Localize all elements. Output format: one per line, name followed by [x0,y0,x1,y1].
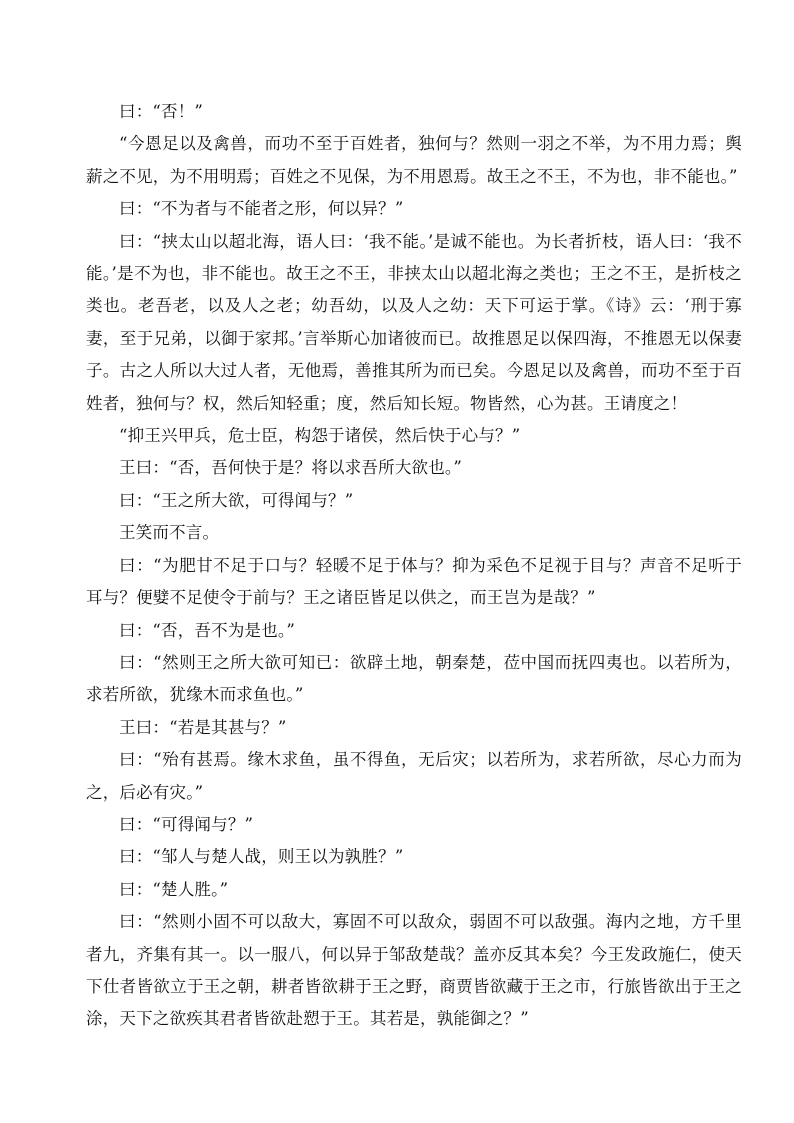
paragraph-17: 曰：“然则小固不可以敌大，寡固不可以敌众，弱固不可以敌强。海内之地，方千里者九，齐集有其一。以一服八，何以异于邹敌楚哉？盖亦反其本矣？今王发政施仁，使天下仕者皆欲立于王之朝，耕者皆欲耕于王之野，商贾皆欲藏于王之市，行旅皆欲出于王之涂，天下之欲疾其君者皆欲赴愬于王。其若是，孰能御之？” [86,912,742,1029]
paragraph-10: 曰：“否，吾不为是也。” [119,620,296,640]
paragraph-14: 曰：“可得闻与？” [119,814,254,834]
paragraph-4: 曰：“挟太山以超北海，语人曰：‘我不能。’是诚不能也。为长者折枝，语人曰：‘我不能。’是不为也，非不能也。故王之不王，非挟太山以超北海之类也；王之不王，是折枝之类也。老吾老，以及人之老；幼吾幼，以及人之幼：天下可运于掌。《诗》云：‘刑于寡妻，至于兄弟，以御于家邦。’言举斯心加诸彼而已。故推恩足以保四海，不推恩无以保妻子。古之人所以大过人者，无他焉，善推其所为而已矣。今恩足以及禽兽，而功不至于百姓者，独何与？权，然后知轻重；度，然后知长短。物皆然，心为甚。王请度之！ [86,231,742,413]
paragraph-12: 王曰：“若是其甚与？” [119,717,287,737]
paragraph-9: 曰：“为肥甘不足于口与？轻暖不足于体与？抑为采色不足视于目与？声音不足听于耳与？便嬖不足使令于前与？王之诸臣皆足以供之，而王岂为是哉？” [86,555,742,608]
paragraph-8: 王笑而不言。 [119,523,220,543]
paragraph-3: 曰：“不为者与不能者之形，何以异？” [119,199,404,219]
paragraph-16: 曰：“楚人胜。” [119,879,229,899]
paragraph-11: 曰：“然则王之所大欲可知已：欲辟土地，朝秦楚，莅中国而抚四夷也。以若所为，求若所欲，犹缘木而求鱼也。” [86,652,742,705]
paragraph-1: 曰：“否！” [119,102,204,121]
paragraph-6: 王曰：“否，吾何快于是？将以求吾所大欲也。” [119,458,463,478]
paragraph-2: “今恩足以及禽兽，而功不至于百姓者，独何与？然则一羽之不举，为不用力焉；舆薪之不见，为不用明焉；百姓之不见保，为不用恩焉。故王之不王，不为也，非不能也。” [86,134,742,186]
paragraph-15: 曰：“邹人与楚人战，则王以为孰胜？” [119,847,404,867]
paragraph-13: 曰：“殆有甚焉。缘木求鱼，虽不得鱼，无后灾；以若所为，求若所欲，尽心力而为之，后必有灾。” [86,750,742,802]
paragraph-5: “抑王兴甲兵，危士臣，构怨于诸侯，然后快于心与？” [119,426,521,446]
document-body [86,96,742,1036]
paragraph-7: 曰：“王之所大欲，可得闻与？” [119,490,354,510]
